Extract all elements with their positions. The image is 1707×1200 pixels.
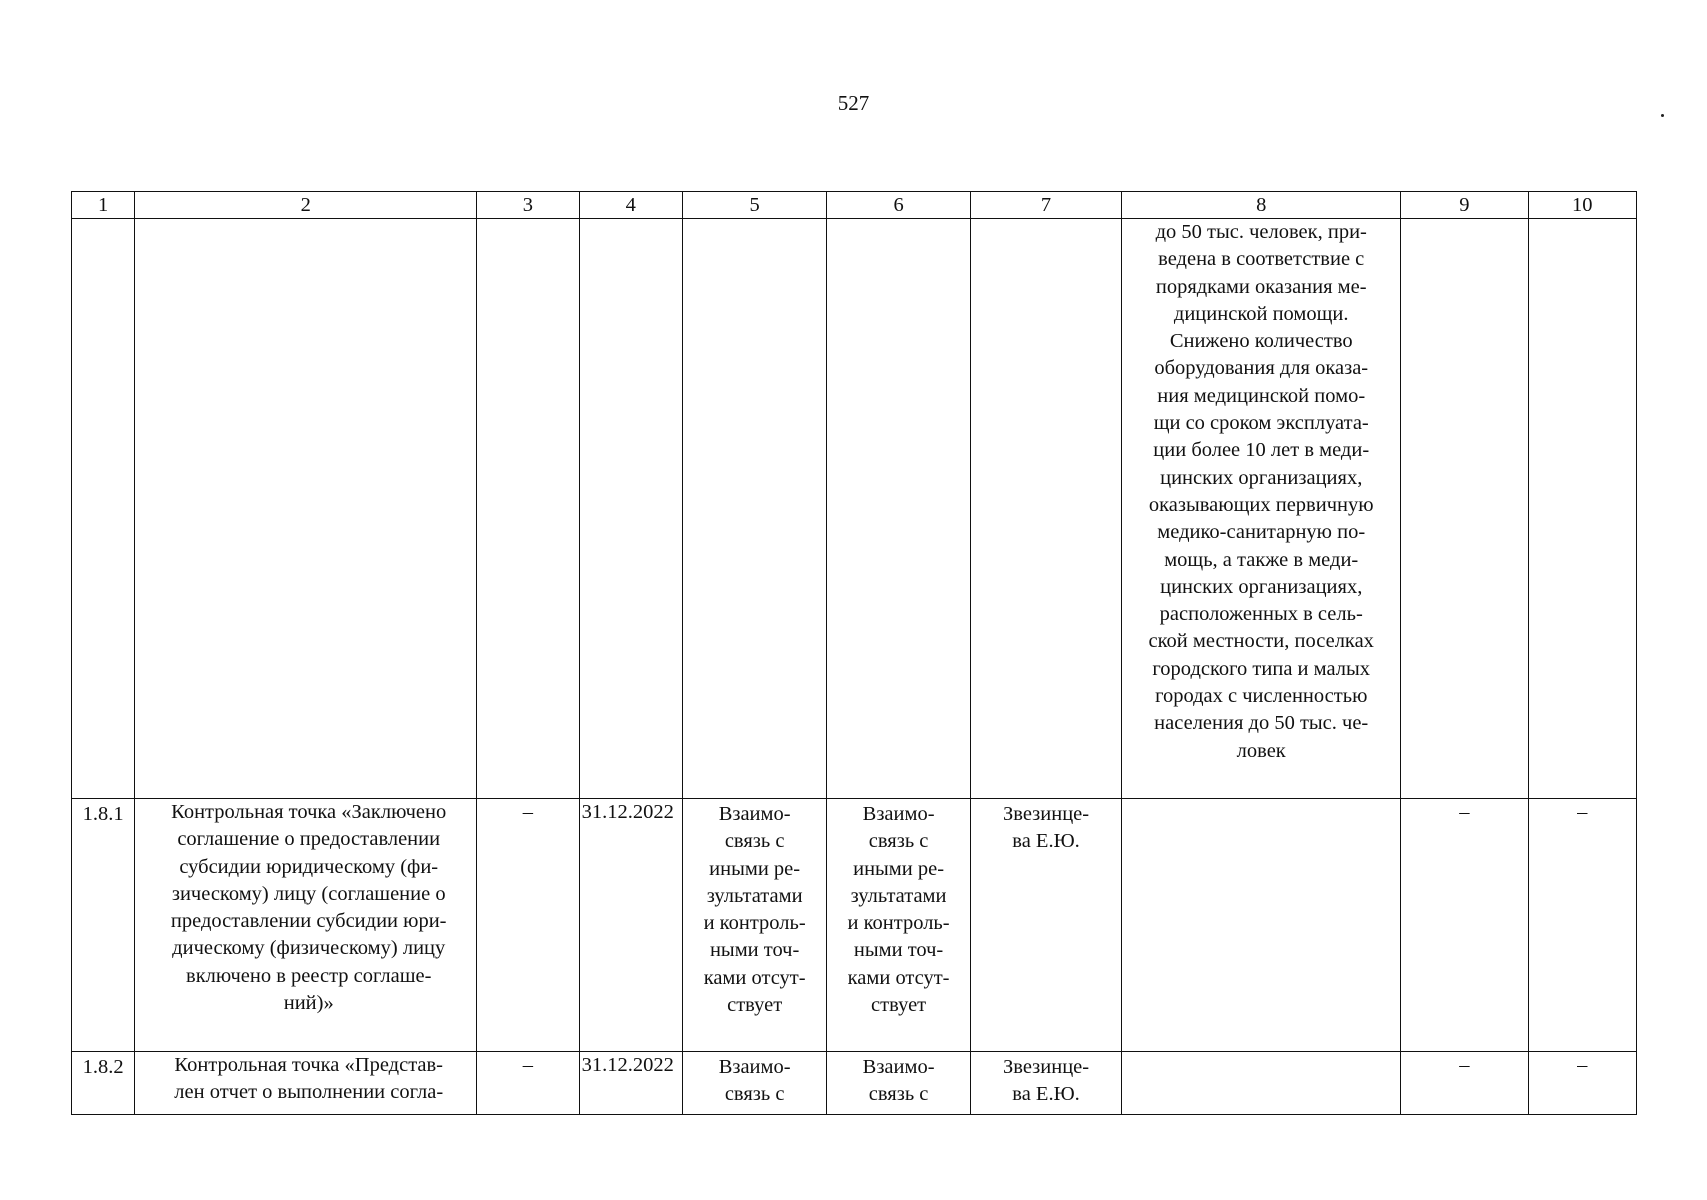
result-line: цинских организациях, bbox=[1160, 575, 1363, 598]
column-header-3: 3 bbox=[477, 192, 579, 219]
column-number-header-row bbox=[72, 192, 1637, 219]
name-line: Контрольная точка «Заключено bbox=[171, 801, 447, 823]
result-line: мощь, а также в меди- bbox=[1164, 548, 1359, 571]
result-line: городах с численностью bbox=[1155, 685, 1368, 708]
responsible-person bbox=[970, 799, 1121, 1052]
table-row-1-8-2 bbox=[72, 1052, 1637, 1115]
result-line: щи со сроком эксплуата- bbox=[1153, 412, 1369, 435]
name-line: Контрольная точка «Представ- bbox=[174, 1054, 444, 1076]
column-header-7: 7 bbox=[970, 192, 1121, 219]
scan-speck bbox=[1661, 114, 1664, 117]
column-3-value: – bbox=[477, 1052, 579, 1115]
column-9-value: – bbox=[1401, 1052, 1528, 1115]
column-header-9: 9 bbox=[1401, 192, 1528, 219]
name-line: субсидии юридическому (фи- bbox=[179, 855, 439, 878]
result-line: населения до 50 тыс. че- bbox=[1154, 712, 1369, 735]
relation-line: связь с bbox=[868, 1083, 929, 1106]
relation-line: ками отсут- bbox=[703, 966, 806, 989]
page-number: 527 bbox=[837, 91, 870, 115]
name-line: зическому) лицу (соглашение о bbox=[171, 882, 446, 905]
result-line: порядками оказания ме- bbox=[1155, 275, 1367, 298]
relation-line: связь с bbox=[724, 1083, 785, 1106]
result-line: ции более 10 лет в меди- bbox=[1153, 439, 1370, 462]
column-header-2: 2 bbox=[135, 192, 477, 219]
responsible-line: Звезинце- bbox=[1002, 1056, 1090, 1078]
table-cell bbox=[827, 219, 970, 799]
relation-line: связь с bbox=[724, 830, 785, 853]
column-8-value bbox=[1122, 799, 1401, 1052]
name-line: включено в реестр соглаше- bbox=[186, 964, 432, 987]
relation-line: Взаимо- bbox=[862, 803, 935, 825]
result-line: медико-санитарную по- bbox=[1157, 521, 1366, 544]
control-point-name bbox=[135, 799, 477, 1052]
relation-line: и контроль- bbox=[703, 912, 806, 935]
column-9-value: – bbox=[1401, 799, 1528, 1052]
control-points-table bbox=[71, 191, 1637, 1115]
result-line: оборудования для оказа- bbox=[1154, 357, 1369, 380]
control-point-name bbox=[135, 1052, 477, 1115]
column-header-8: 8 bbox=[1122, 192, 1401, 219]
relation-line: иными ре- bbox=[853, 857, 945, 880]
row-number: 1.8.2 bbox=[72, 1052, 135, 1115]
result-line: цинских организациях, bbox=[1160, 466, 1363, 489]
relation-line: Взаимо- bbox=[862, 1056, 935, 1078]
responsible-line: Звезинце- bbox=[1002, 803, 1090, 825]
relation-description bbox=[827, 1052, 970, 1115]
name-line: предоставлении субсидии юри- bbox=[170, 910, 447, 933]
result-line: ловек bbox=[1236, 739, 1286, 762]
relation-line: зультатами bbox=[850, 884, 947, 907]
result-line: до 50 тыс. человек, при- bbox=[1155, 221, 1367, 243]
name-line: дическому (физическому) лицу bbox=[172, 937, 446, 960]
column-header-10: 10 bbox=[1528, 192, 1636, 219]
relation-description bbox=[682, 799, 826, 1052]
name-line: ний)» bbox=[283, 992, 334, 1015]
relation-line: ками отсут- bbox=[847, 966, 950, 989]
table-cell bbox=[970, 219, 1121, 799]
relation-description bbox=[682, 1052, 826, 1115]
table-cell bbox=[1528, 219, 1636, 799]
relation-line: связь с bbox=[868, 830, 929, 853]
deadline-date: 31.12.2022 bbox=[579, 1052, 682, 1115]
relation-line: зультатами bbox=[706, 884, 803, 907]
result-line: оказывающих первичную bbox=[1148, 493, 1374, 516]
deadline-date: 31.12.2022 bbox=[579, 799, 682, 1052]
relation-line: ными точ- bbox=[709, 939, 800, 962]
name-line: соглашение о предоставлении bbox=[177, 828, 441, 851]
relation-line: ствует bbox=[871, 994, 927, 1017]
responsible-person bbox=[970, 1052, 1121, 1115]
table-cell bbox=[477, 219, 579, 799]
relation-line: ствует bbox=[727, 994, 783, 1017]
table-cell bbox=[682, 219, 826, 799]
column-3-value: – bbox=[477, 799, 579, 1052]
relation-line: Взаимо- bbox=[718, 803, 791, 825]
table-row-continuation bbox=[72, 219, 1637, 799]
relation-line: и контроль- bbox=[847, 912, 950, 935]
result-description-cell bbox=[1122, 219, 1401, 799]
column-header-4: 4 bbox=[579, 192, 682, 219]
result-line: ведена в соответствие с bbox=[1158, 248, 1365, 271]
column-header-6: 6 bbox=[827, 192, 970, 219]
table-cell bbox=[72, 219, 135, 799]
result-line: Снижено количество bbox=[1169, 330, 1353, 353]
relation-line: иными ре- bbox=[709, 857, 801, 880]
responsible-line: ва Е.Ю. bbox=[1012, 830, 1080, 853]
name-line: лен отчет о выполнении согла- bbox=[174, 1081, 444, 1104]
table-cell bbox=[579, 219, 682, 799]
result-line: ской местности, поселках bbox=[1148, 630, 1374, 653]
relation-description bbox=[827, 799, 970, 1052]
row-number: 1.8.1 bbox=[72, 799, 135, 1052]
result-line: городского типа и малых bbox=[1152, 657, 1371, 680]
result-line: дицинской помощи. bbox=[1173, 302, 1349, 325]
table-row-1-8-1 bbox=[72, 799, 1637, 1052]
column-header-5: 5 bbox=[682, 192, 826, 219]
column-8-value bbox=[1122, 1052, 1401, 1115]
column-10-value: – bbox=[1528, 1052, 1636, 1115]
result-line: ния медицинской помо- bbox=[1157, 384, 1366, 407]
column-header-1: 1 bbox=[72, 192, 135, 219]
result-line: расположенных в сель- bbox=[1159, 603, 1363, 626]
column-10-value: – bbox=[1528, 799, 1636, 1052]
responsible-line: ва Е.Ю. bbox=[1012, 1083, 1080, 1106]
relation-line: Взаимо- bbox=[718, 1056, 791, 1078]
relation-line: ными точ- bbox=[853, 939, 944, 962]
table-cell bbox=[1401, 219, 1528, 799]
table-cell bbox=[135, 219, 477, 799]
